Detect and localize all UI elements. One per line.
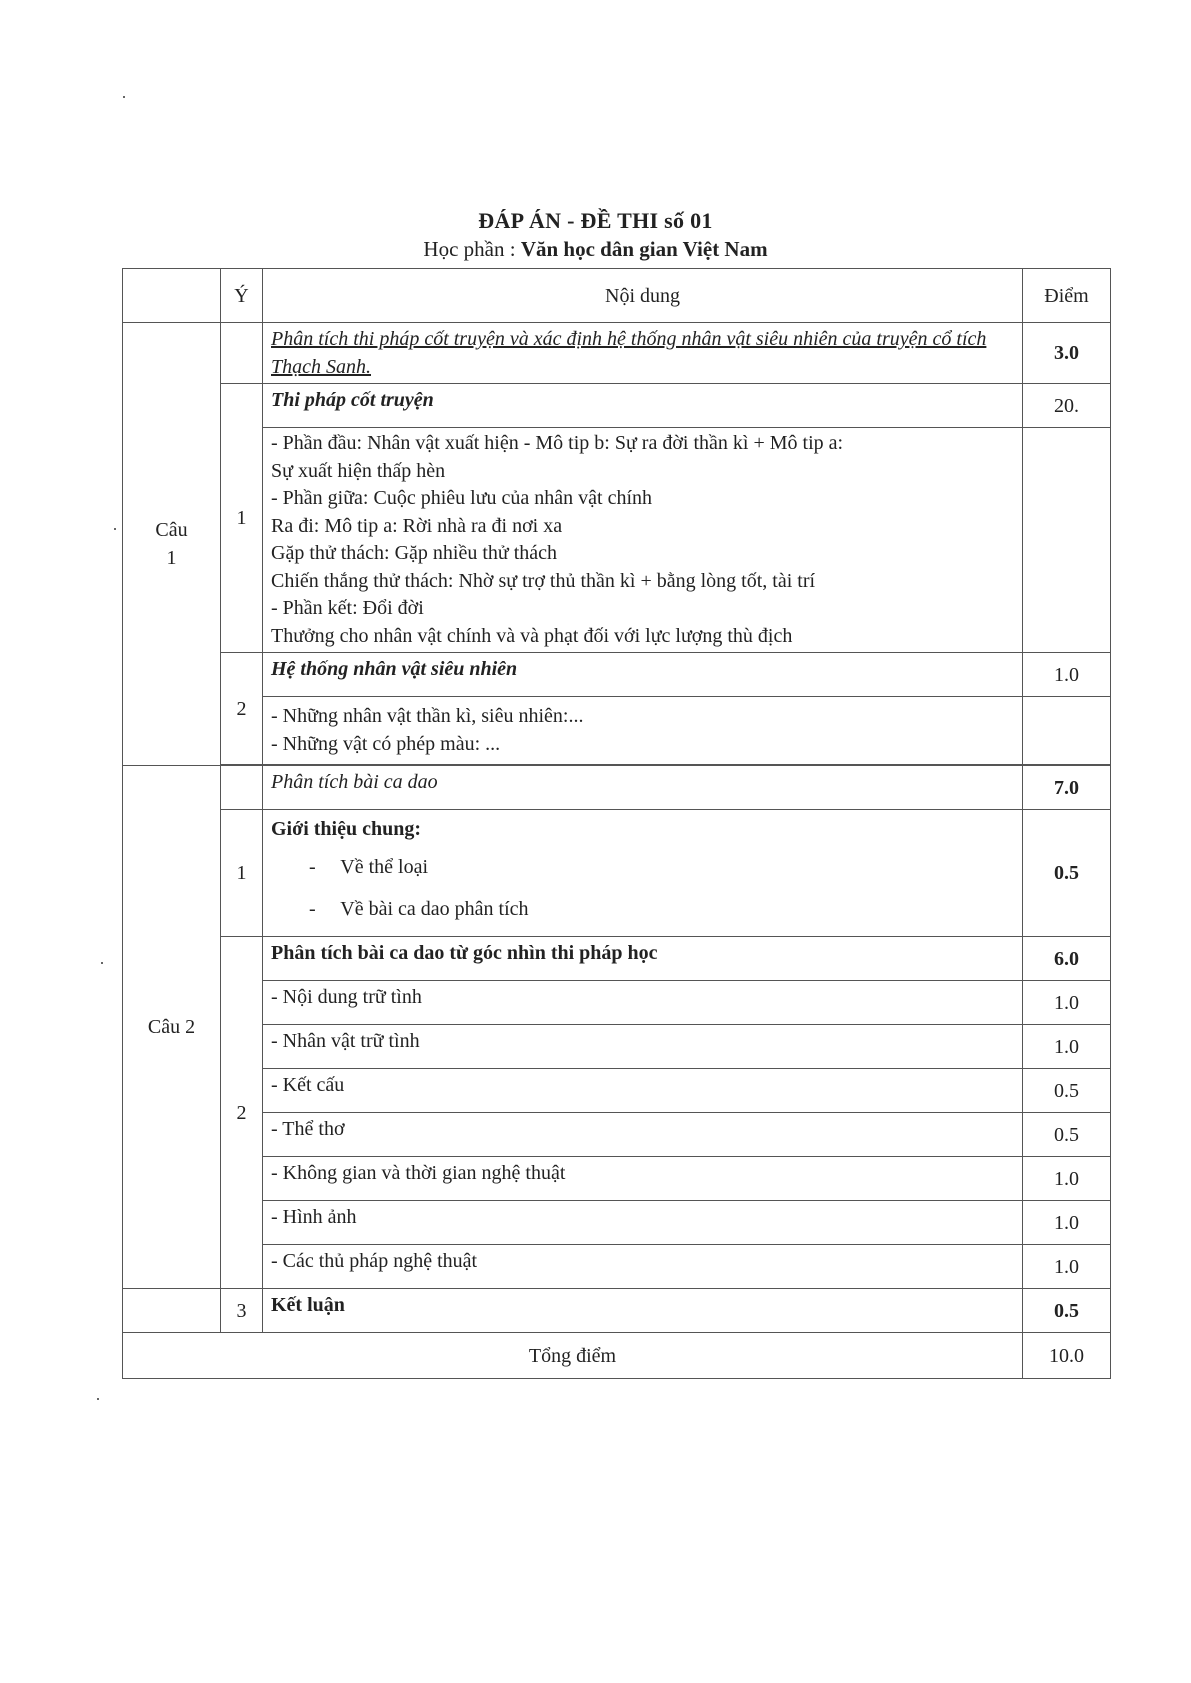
cau1-y1-content-row — [123, 428, 1111, 653]
cau1-y2-line: - Những nhân vật thần kì, siêu nhiên:... — [271, 705, 584, 727]
cau1-y2-heading: Hệ thống nhân vật siêu nhiên — [263, 653, 1023, 697]
ket-luan-num: 3 — [221, 1289, 263, 1333]
ket-luan-score: 0.5 — [1023, 1289, 1111, 1333]
cau1-y2-content-row — [123, 697, 1111, 765]
scan-speck — [97, 1398, 99, 1400]
cau2-y2-heading-score: 6.0 — [1023, 937, 1111, 981]
cau2-y2-row-score: 1.0 — [1023, 1025, 1111, 1069]
cau1-intro-text: Phân tích thi pháp cốt truyện và xác định hệ thống nhân vật siêu nhiên của truyện cổ tích Thạch Sanh. — [263, 323, 1023, 384]
cau2-y1-items — [271, 846, 1014, 930]
cau2-y2-row — [123, 981, 1111, 1025]
cau2-y2-row-text: - Thể thơ — [263, 1113, 1023, 1157]
cau2-y1-score: 0.5 — [1023, 810, 1111, 937]
cau1-y1-line: - Phần kết: Đổi đời — [271, 597, 424, 619]
cau2-y1-num: 1 — [221, 810, 263, 937]
course-prefix: Học phần : — [423, 237, 521, 261]
header-score: Điểm — [1023, 269, 1111, 323]
cau1-y1-num: 1 — [221, 384, 263, 653]
total-score: 10.0 — [1023, 1333, 1111, 1379]
cau1-y2-heading-row — [123, 653, 1111, 697]
cau1-y2-heading-score: 1.0 — [1023, 653, 1111, 697]
cau2-y2-row — [123, 1201, 1111, 1245]
cau2-y2-row — [123, 1157, 1111, 1201]
cau2-y2-row-score: 1.0 — [1023, 1201, 1111, 1245]
scan-speck — [114, 528, 116, 530]
scan-speck — [123, 96, 125, 98]
total-row — [123, 1333, 1111, 1379]
cau1-y1-line: Thưởng cho nhân vật chính và và phạt đối với lực lượng thù địch — [271, 624, 793, 647]
cau2-y2-row-text: - Không gian và thời gian nghệ thuật — [263, 1157, 1023, 1201]
ket-luan-heading: Kết luận — [263, 1289, 1023, 1333]
cau2-y2-heading: Phân tích bài ca dao từ góc nhìn thi pháp học — [263, 937, 1023, 981]
total-label: Tổng điểm — [123, 1333, 1023, 1379]
cau2-y1-content — [263, 810, 1023, 937]
cau1-y1-content — [263, 428, 1023, 653]
cau2-y2-row-score: 1.0 — [1023, 1157, 1111, 1201]
cau1-label-line2: 1 — [166, 547, 177, 569]
cau1-label-line1: Câu — [155, 519, 188, 541]
cau1-y1-heading: Thi pháp cốt truyện — [263, 384, 1023, 428]
cau2-y2-row-score: 1.0 — [1023, 1245, 1111, 1289]
cau1-y2-line: - Những vật có phép màu: ... — [271, 732, 501, 755]
cau1-intro-row — [123, 323, 1111, 384]
cau1-intro-score: 3.0 — [1023, 323, 1111, 384]
cau2-y1-item: - Về thể loại — [309, 856, 429, 878]
cau2-y2-row — [123, 1025, 1111, 1069]
cau1-y1-line: Gặp thử thách: Gặp nhiều thử thách — [271, 542, 558, 564]
cau1-y1-line: Sự xuất hiện thấp hèn — [271, 459, 446, 482]
cau1-intro-y-cell — [221, 323, 263, 384]
cau2-y2-num: 2 — [221, 937, 263, 1289]
cau1-y1-content-score — [1023, 428, 1111, 653]
cau2-y2-row-score: 0.5 — [1023, 1113, 1111, 1157]
cau2-y2-row-text: - Kết cấu — [263, 1069, 1023, 1113]
cau2-y2-row-text: - Nhân vật trữ tình — [263, 1025, 1023, 1069]
cau1-y1-line: - Phần đầu: Nhân vật xuất hiện - Mô tip b: Sự ra đời thần kì + Mô tip a: — [271, 432, 844, 454]
cau2-intro-score: 7.0 — [1023, 766, 1111, 810]
cau1-y1-line: Ra đi: Mô tip a: Rời nhà ra đi nơi xa — [271, 514, 563, 537]
answer-key-table — [122, 268, 1111, 1379]
cau2-y1-row — [123, 810, 1111, 937]
header-blank-cell — [123, 269, 221, 323]
cau2-label: Câu 2 — [123, 766, 221, 1289]
cau2-y2-row — [123, 1113, 1111, 1157]
cau2-y2-row-text: - Các thủ pháp nghệ thuật — [263, 1245, 1023, 1289]
cau1-y1-heading-score: 20. — [1023, 384, 1111, 428]
cau2-y2-row-text: - Hình ảnh — [263, 1201, 1023, 1245]
cau2-y1-item: - Về bài ca dao phân tích — [309, 898, 529, 920]
header-row — [123, 269, 1111, 323]
cau2-y2-row-score: 0.5 — [1023, 1069, 1111, 1113]
cau1-y1-line: Chiến thắng thử thách: Nhờ sự trợ thủ thần kì + bằng lòng tốt, tài trí — [271, 569, 816, 592]
scan-speck — [101, 962, 103, 964]
cau2-intro-row — [123, 766, 1111, 810]
header-content: Nội dung — [263, 269, 1023, 323]
cau2-y2-heading-row — [123, 937, 1111, 981]
cau1-y2-content — [263, 697, 1023, 765]
ket-luan-row — [123, 1289, 1111, 1333]
course-name: Văn học dân gian Việt Nam — [520, 237, 768, 261]
cau2-y2-row-score: 1.0 — [1023, 981, 1111, 1025]
cau2-y2-row-text: - Nội dung trữ tình — [263, 981, 1023, 1025]
course-subtitle — [0, 237, 1191, 262]
cau1-y2-num: 2 — [221, 653, 263, 765]
cau1-y1-line: - Phần giữa: Cuộc phiêu lưu của nhân vật chính — [271, 487, 653, 509]
cau2-y2-row — [123, 1245, 1111, 1289]
cau1-y1-heading-row — [123, 384, 1111, 428]
cau1-y2-content-score — [1023, 697, 1111, 765]
header-y: Ý — [221, 269, 263, 323]
ket-luan-cau-cell — [123, 1289, 221, 1333]
cau2-y2-row — [123, 1069, 1111, 1113]
page-title: ĐÁP ÁN - ĐỀ THI số 01 — [478, 208, 713, 233]
cau1-label — [123, 323, 221, 766]
cau2-y1-heading: Giới thiệu chung: — [271, 818, 421, 840]
cau2-intro-text: Phân tích bài ca dao — [263, 766, 1023, 810]
cau2-intro-y-cell — [221, 766, 263, 810]
